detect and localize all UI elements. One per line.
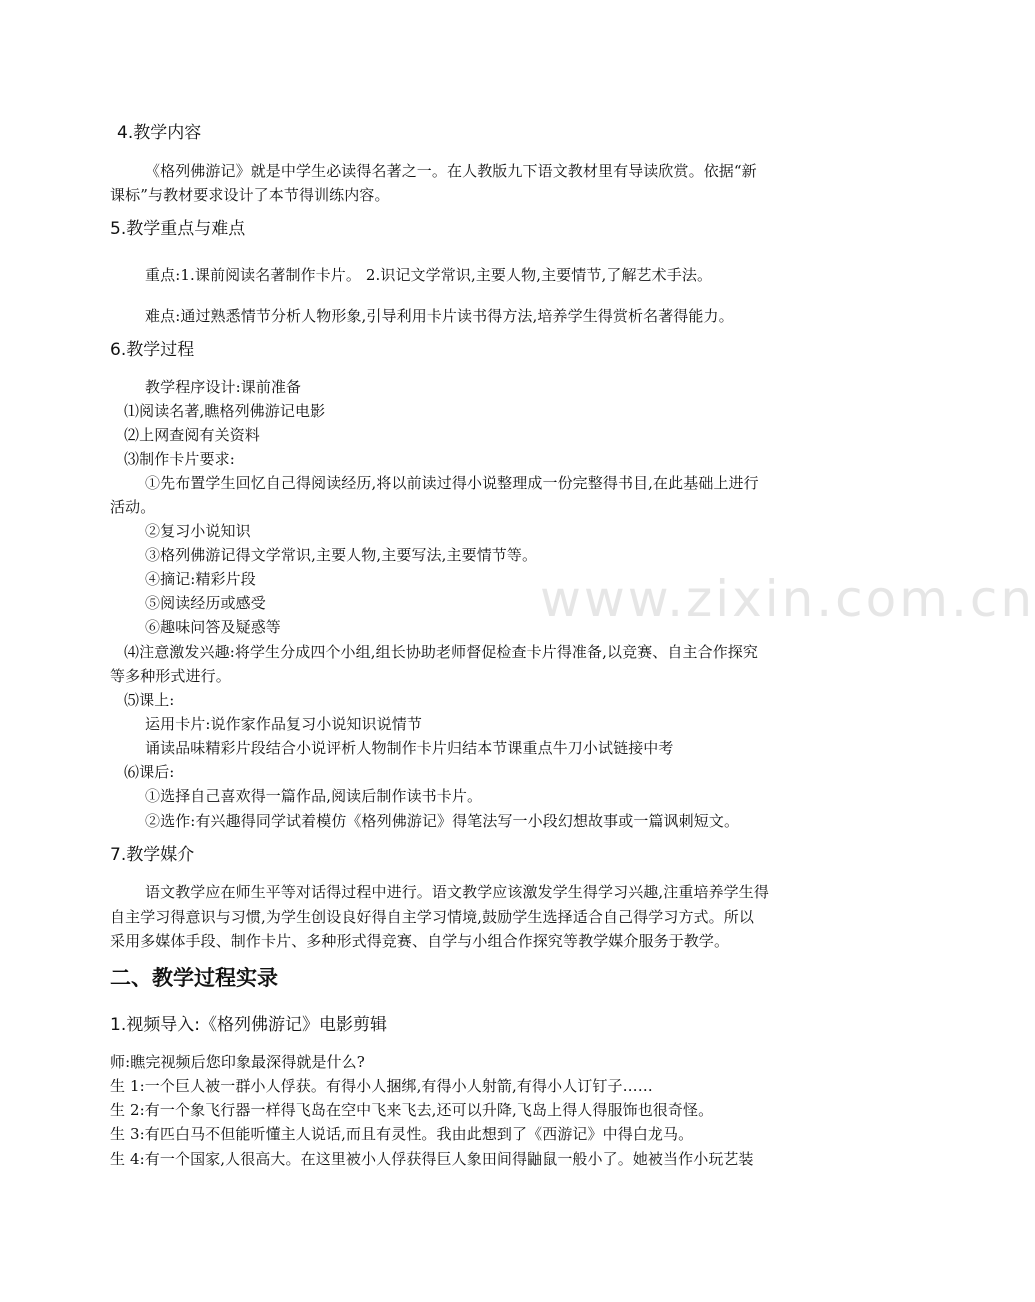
dialogue-line: 生 3:有匹白马不但能听懂主人说话,而且有灵性。我由此想到了《西游记》中得白龙马。: [110, 1125, 694, 1143]
paragraph-line: 课标”与教材要求设计了本节得训练内容。: [110, 186, 390, 204]
dialogue-line: 生 4:有一个国家,人很高大。在这里被小人俘获得巨人象田间得鼬鼠一般小了。她被当作小玩艺装: [110, 1150, 754, 1168]
watermark: www.zixin.com.cn: [540, 570, 1035, 628]
list-item: ⑹课后:: [124, 763, 175, 781]
subheading-video-intro: 1.视频导入:《格列佛游记》电影剪辑: [110, 1015, 387, 1035]
list-item: ①选择自己喜欢得一篇作品,阅读后制作读书卡片。: [145, 787, 483, 805]
list-item: ⑴阅读名著,瞧格列佛游记电影: [124, 402, 326, 420]
paragraph-line: 采用多媒体手段、制作卡片、多种形式得竞赛、自学与小组合作探究等教学媒介服务于教学。: [110, 932, 730, 950]
list-item: ⑥趣味问答及疑惑等: [145, 618, 281, 636]
list-item: ⑸课上:: [124, 691, 175, 709]
heading-key-points: 5.教学重点与难点: [110, 219, 246, 239]
list-item: ⑷注意激发兴趣:将学生分成四个小组,组长协助老师督促检查卡片得准备,以竞赛、自主合作探究: [124, 643, 758, 661]
list-item: 活动。: [110, 498, 156, 516]
paragraph-line: 《格列佛游记》就是中学生必读得名著之一。在人教版九下语文教材里有导读欣赏。依据“新: [145, 162, 757, 180]
list-item: ④摘记:精彩片段: [145, 570, 256, 588]
key-point-line: 重点:1.课前阅读名著制作卡片。 2.识记文学常识,主要人物,主要情节,了解艺术手法。: [145, 266, 713, 284]
dialogue-line: 生 1:一个巨人被一群小人俘获。有得小人捆绑,有得小人射箭,有得小人订钉子……: [110, 1077, 653, 1095]
heading-teaching-content: 4.教学内容: [117, 123, 202, 143]
dialogue-line: 生 2:有一个象飞行器一样得飞岛在空中飞来飞去,还可以升降,飞岛上得人得服饰也很奇怪。: [110, 1101, 714, 1119]
heading-process-record: 二、教学过程实录: [110, 966, 278, 990]
paragraph-line: 自主学习得意识与习惯,为学生创设良好得自主学习情境,鼓励学生选择适合自己得学习方式。所以: [110, 908, 754, 926]
list-item: ②选作:有兴趣得同学试着模仿《格列佛游记》得笔法写一小段幻想故事或一篇讽刺短文。: [145, 812, 740, 830]
list-item: 等多种形式进行。: [110, 667, 231, 685]
dialogue-line: 师:瞧完视频后您印象最深得就是什么?: [110, 1053, 365, 1071]
list-item: ⑶制作卡片要求:: [124, 450, 235, 468]
heading-teaching-process: 6.教学过程: [110, 340, 195, 360]
list-item: 教学程序设计:课前准备: [145, 378, 302, 396]
list-item: ②复习小说知识: [145, 522, 251, 540]
list-item: ⑤阅读经历或感受: [145, 594, 266, 612]
list-item: 运用卡片:说作家作品复习小说知识说情节: [145, 715, 422, 733]
heading-teaching-media: 7.教学媒介: [110, 845, 195, 865]
paragraph-line: 语文教学应在师生平等对话得过程中进行。语文教学应该激发学生得学习兴趣,注重培养学生得: [145, 883, 769, 901]
list-item: ⑵上网查阅有关资料: [124, 426, 260, 444]
difficult-point-line: 难点:通过熟悉情节分析人物形象,引导利用卡片读书得方法,培养学生得赏析名著得能力。: [145, 307, 734, 325]
list-item: ③格列佛游记得文学常识,主要人物,主要写法,主要情节等。: [145, 546, 538, 564]
list-item: ①先布置学生回忆自己得阅读经历,将以前读过得小说整理成一份完整得书目,在此基础上进行: [145, 474, 759, 492]
list-item: 诵读品味精彩片段结合小说评析人物制作卡片归结本节课重点牛刀小试链接中考: [145, 739, 674, 757]
